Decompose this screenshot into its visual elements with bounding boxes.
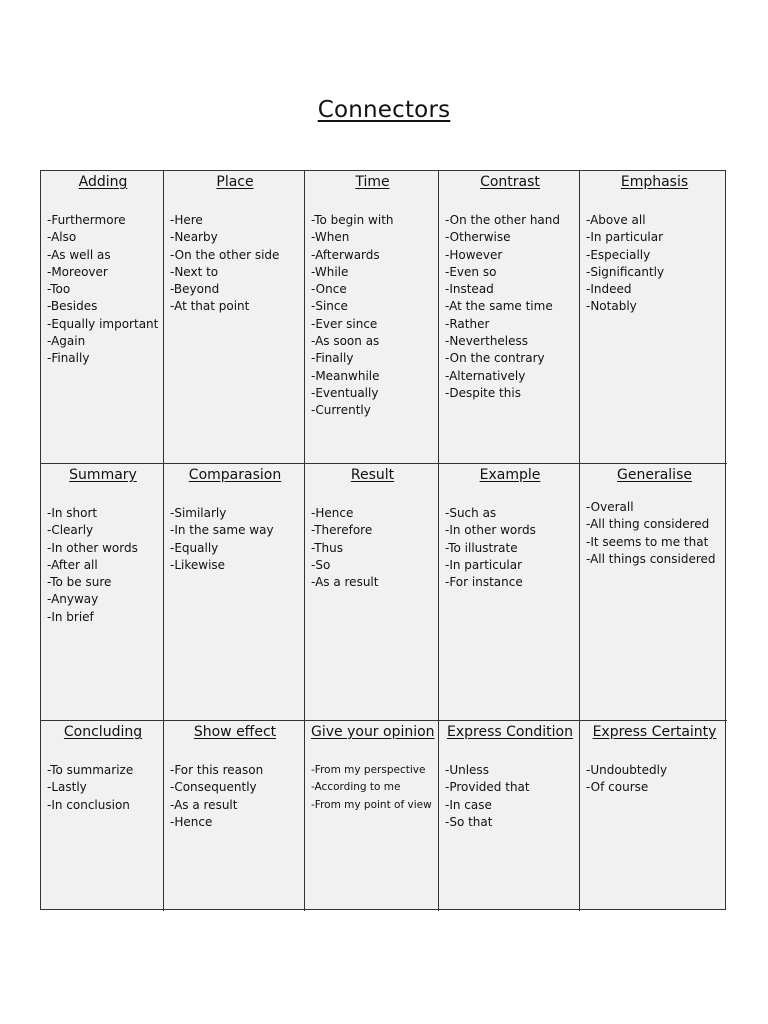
connector-item: -Likewise <box>170 557 226 572</box>
category-cell <box>41 171 164 464</box>
category-heading: Summary <box>69 467 137 483</box>
connector-list <box>586 762 723 797</box>
connector-item: -Such as <box>445 506 497 520</box>
connector-item: -On the other hand <box>445 213 561 227</box>
connector-list <box>170 505 300 574</box>
connector-item: -Here <box>170 213 203 227</box>
connector-item: -Moreover <box>47 264 108 279</box>
category-cell <box>439 171 580 464</box>
connector-item: -In other words <box>47 540 138 555</box>
connector-item: -Too <box>47 282 71 297</box>
category-heading: Comparasion <box>188 467 282 483</box>
connector-item: -Even so <box>445 264 497 279</box>
connector-item: -However <box>445 247 503 262</box>
category-cell <box>305 171 439 464</box>
connector-item: -At that point <box>170 299 250 314</box>
connector-item: -Significantly <box>586 264 665 279</box>
connector-item: -To illustrate <box>445 540 518 555</box>
category-cell <box>41 721 164 911</box>
category-heading: Result <box>350 467 395 483</box>
connector-list <box>47 762 159 814</box>
connector-item: -It seems to me that <box>586 534 709 549</box>
connector-item: -Nevertheless <box>445 334 529 349</box>
connector-item: -As a result <box>170 797 238 812</box>
connector-item: -In conclusion <box>47 797 130 812</box>
connector-item: -Especially <box>586 247 651 262</box>
connector-item: -Rather <box>445 316 490 331</box>
connector-list <box>170 212 300 316</box>
connector-item: -Equally important <box>47 316 159 331</box>
connector-item: -So <box>311 557 331 572</box>
connector-item: -Undoubtedly <box>586 763 668 777</box>
category-cell <box>580 171 727 464</box>
connector-item: -In particular <box>445 557 523 572</box>
category-heading: Adding <box>78 174 128 190</box>
category-cell <box>164 721 305 911</box>
connector-item: -Besides <box>47 299 98 314</box>
connector-item: -To begin with <box>311 213 394 227</box>
connector-item: -Hence <box>311 506 354 520</box>
category-heading: Generalise <box>617 467 692 483</box>
connector-item: -In particular <box>586 230 664 245</box>
connector-item: -On the contrary <box>445 351 545 366</box>
connector-item: -Clearly <box>47 523 94 538</box>
connector-item: -From my perspective <box>311 764 426 776</box>
connector-item: -Ever since <box>311 316 378 331</box>
connector-item: -Also <box>47 230 77 245</box>
connector-item: -As a result <box>311 575 379 590</box>
connector-item: -Finally <box>47 351 90 366</box>
connector-item: -Currently <box>311 403 371 418</box>
category-heading: Concluding <box>63 724 143 740</box>
category-heading: Give your opinion <box>311 724 435 740</box>
connector-list <box>47 505 159 626</box>
connector-item: -Similarly <box>170 506 227 520</box>
category-heading: Place <box>216 174 254 190</box>
category-heading: Time <box>355 174 390 190</box>
category-cell <box>305 464 439 721</box>
connector-item: -Above all <box>586 213 646 227</box>
connector-item: -After all <box>47 557 98 572</box>
connector-item: -Provided that <box>445 780 530 795</box>
connector-item: -Overall <box>586 500 634 514</box>
connector-item: -Next to <box>170 264 219 279</box>
category-heading: Example <box>479 467 541 483</box>
connector-item: -In short <box>47 506 98 520</box>
connector-item: -Lastly <box>47 780 87 795</box>
connector-item: -Meanwhile <box>311 368 380 383</box>
connector-item: -Indeed <box>586 282 632 297</box>
connector-list <box>311 505 434 591</box>
category-cell <box>164 464 305 721</box>
category-cell <box>164 171 305 464</box>
category-heading: Contrast <box>480 174 540 190</box>
connector-item: -Anyway <box>47 592 99 607</box>
connector-item: -Afterwards <box>311 247 380 262</box>
connector-list <box>170 762 300 831</box>
category-cell <box>580 721 727 911</box>
category-cell <box>439 721 580 911</box>
connector-item: -Hence <box>170 814 213 829</box>
connector-list <box>445 212 575 402</box>
connector-list <box>311 212 434 420</box>
connector-item: -In the same way <box>170 523 274 538</box>
connector-item: -Unless <box>445 763 489 777</box>
category-heading: Show effect <box>193 724 277 740</box>
connector-item: -At the same time <box>445 299 553 314</box>
connector-item: -While <box>311 264 349 279</box>
connector-item: -Finally <box>311 351 354 366</box>
connector-item: -Of course <box>586 780 649 795</box>
connector-item: -For instance <box>445 575 523 590</box>
connector-item: -All thing considered <box>586 517 710 532</box>
connector-item: -On the other side <box>170 247 280 262</box>
connector-item: -As well as <box>47 247 111 262</box>
connectors-table <box>40 170 726 910</box>
connector-item: -Notably <box>586 299 637 314</box>
connector-item: -In other words <box>445 523 536 538</box>
connector-item: -Therefore <box>311 523 373 538</box>
connector-item: -In case <box>445 797 492 812</box>
page-title: Connectors <box>317 97 451 123</box>
connector-item: -From my point of view <box>311 798 432 811</box>
connector-item: -Equally <box>170 540 219 555</box>
connector-item: -Again <box>47 334 86 349</box>
connector-list <box>47 212 159 368</box>
category-cell <box>580 464 727 721</box>
category-cell <box>41 464 164 721</box>
connector-item: -According to me <box>311 781 401 794</box>
connector-item: -In brief <box>47 609 94 624</box>
connector-list <box>311 762 434 814</box>
category-heading: Express Condition <box>447 724 573 740</box>
connector-item: -Eventually <box>311 385 379 400</box>
connector-item: -Instead <box>445 282 494 297</box>
category-cell <box>439 464 580 721</box>
connector-item: -As soon as <box>311 334 380 349</box>
connector-item: -For this reason <box>170 763 264 777</box>
category-cell <box>305 721 439 911</box>
connector-list <box>445 505 575 591</box>
connector-item: -Since <box>311 299 348 314</box>
connector-item: -Consequently <box>170 780 257 795</box>
connector-item: -Furthermore <box>47 213 126 227</box>
connector-item: -Beyond <box>170 282 220 297</box>
connector-item: -Otherwise <box>445 230 511 245</box>
connector-list <box>445 762 575 831</box>
connector-list <box>586 499 723 568</box>
connector-item: -Alternatively <box>445 368 526 383</box>
connector-item: -Thus <box>311 540 344 555</box>
connector-item: -When <box>311 230 350 245</box>
connector-item: -Despite this <box>445 385 521 400</box>
connector-item: -To be sure <box>47 575 112 590</box>
category-heading: Express Certainty <box>592 724 717 740</box>
connector-item: -Nearby <box>170 230 218 245</box>
connector-list <box>586 212 723 316</box>
connector-item: -To summarize <box>47 763 134 777</box>
connector-item: -So that <box>445 814 493 829</box>
category-heading: Emphasis <box>620 174 689 190</box>
connector-item: -Once <box>311 282 347 297</box>
connector-item: -All things considered <box>586 551 716 566</box>
